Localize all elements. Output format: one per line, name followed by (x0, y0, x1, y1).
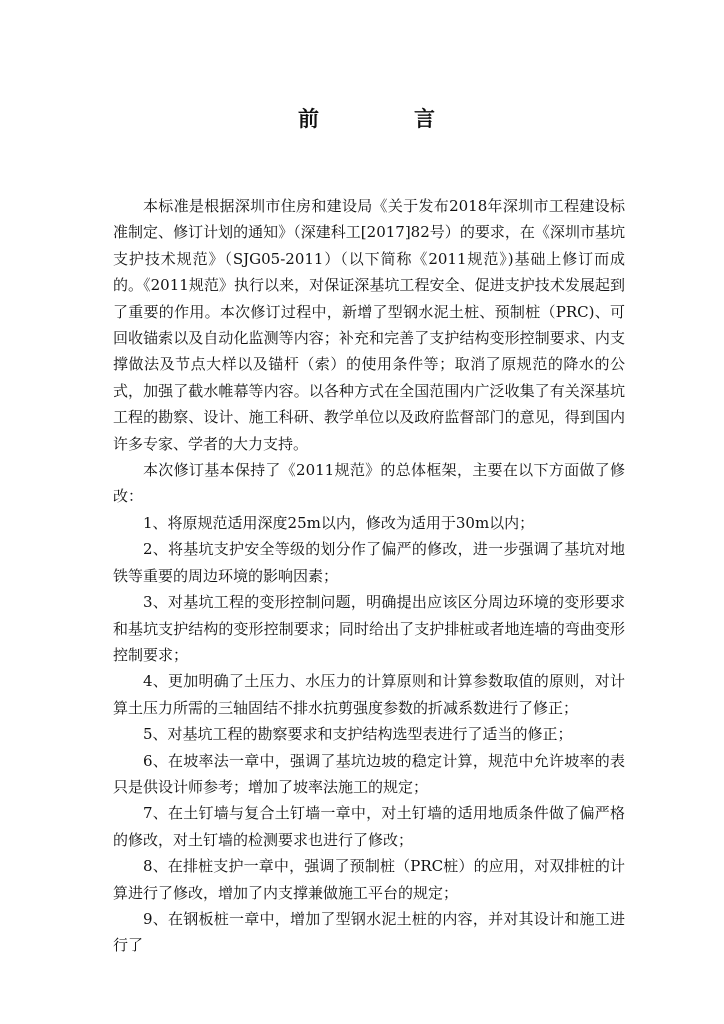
document-title (0, 104, 724, 134)
title-char-2: 言 (414, 106, 435, 131)
revision-item-6: 6、在坡率法一章中，强调了基坑边坡的稳定计算，规范中允许坡率的表只是供设计师参考；增加了坡率法施工的规定； (113, 751, 625, 796)
title-char-1: 前 (298, 106, 319, 131)
revision-item-8: 8、在排桩支护一章中，强调了预制桩（PRC桩）的应用，对双排桩的计算进行了修改，增加了内支撑兼做施工平台的规定； (113, 857, 625, 902)
revision-item-5: 5、对基坑工程的勘察要求和支护结构选型表进行了适当的修正； (143, 725, 573, 744)
paragraph-summary: 本次修订基本保持了《2011规范》的总体框架，主要在以下方面做了修改： (113, 461, 625, 506)
revision-item-3: 3、对基坑工程的变形控制问题，明确提出应该区分周边环境的变形要求和基坑支护结构的变形控制要求；同时给出了支护排桩或者地连墙的弯曲变形控制要求； (113, 593, 625, 664)
paragraph-intro: 本标准是根据深圳市住房和建设局《关于发布2018年深圳市工程建设标准制定、修订计划的通知》（深建科工[2017]82号）的要求，在《深圳市基坑支护技术规范》（SJG05-2011）（以下简称《2011规范》)基础上修订而成的。《2011规范》执行以来，对保证深基坑工程安全、促进支护技术发展起到了重要的作用。本次修订过程中，新增了型钢水泥土桩、预制桩（PRC)、可回收锚索以及自动化监测等内容；补充和完善了支护结构变形控制要求、内支撑做法及节点大样以及锚杆（索）的使用条件等；取消了原规范的降水的公式，加强了截水帷幕等内容。以各种方式在全国范围内广泛收集了有关深基坑工程的勘察、设计、施工科研、教学单位以及政府监督部门的意见，得到国内许多专家、学者的大力支持。 (113, 197, 625, 453)
revision-item-1: 1、将原规范适用深度25m以内，修改为适用于30m以内； (143, 513, 535, 532)
revision-item-7: 7、在土钉墙与复合土钉墙一章中，对土钉墙的适用地质条件做了偏严格的修改，对土钉墙的检测要求也进行了修改； (113, 804, 625, 849)
revision-item-9: 9、在钢板桩一章中，增加了型钢水泥土桩的内容，并对其设计和施工进行了 (113, 909, 625, 955)
revision-item-4: 4、更加明确了土压力、水压力的计算原则和计算参数取值的原则，对计算土压力所需的三轴固结不排水抗剪强度参数的折减系数进行了修正； (113, 672, 625, 717)
revision-item-2: 2、将基坑支护安全等级的划分作了偏严的修改，进一步强调了基坑对地铁等重要的周边环境的影响因素； (113, 540, 625, 585)
document-body (113, 193, 625, 959)
